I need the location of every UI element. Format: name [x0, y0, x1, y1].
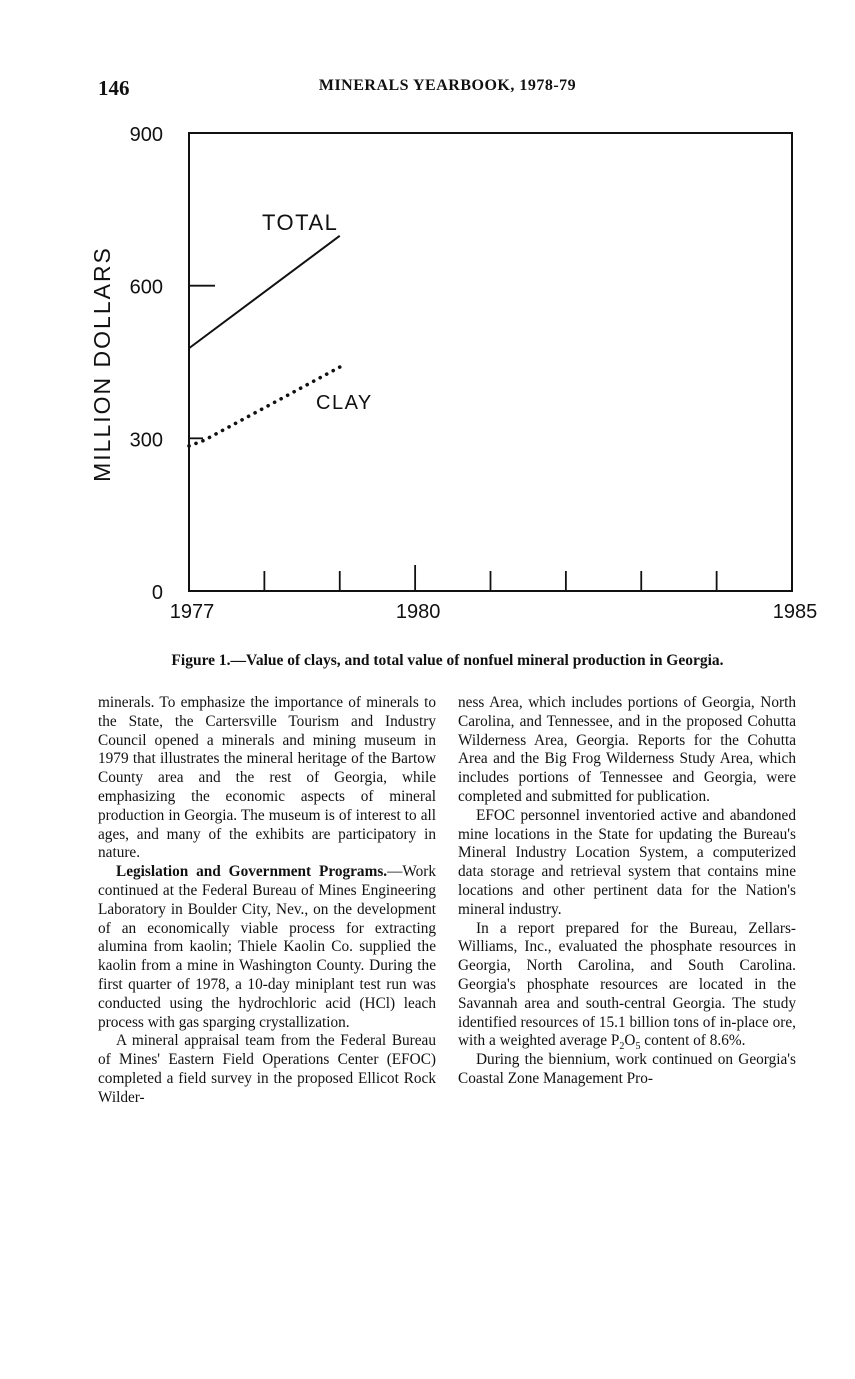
x-tick-label: 1985 [772, 601, 818, 623]
body-column-right [458, 694, 796, 1089]
run-in-heading: Legislation and Government Programs. [116, 863, 388, 881]
page-number: 146 [98, 76, 130, 100]
x-tick-label: 1977 [169, 601, 215, 623]
paragraph [98, 863, 436, 1032]
subscript: 5 [635, 1041, 641, 1053]
paragraph-text: O [624, 1032, 636, 1050]
series-label-clay: CLAY [316, 392, 373, 414]
paragraph: minerals. To emphasize the importance of minerals to the State, the Cartersville Tourism and Industry Council opened a minerals and mining museum in 1979 that illustrates the mineral heritage of the Bartow County area and the rest of Georgia, while emphasizing the economic aspects of mineral production in Georgia. The museum is of interest to all ages, and many of the exhibits are participatory in nature. [98, 694, 436, 862]
body-column-left [98, 694, 436, 1108]
paragraph: EFOC personnel inventoried active and abandoned mine locations in the State for updating the Bureau's Mineral Industry Location System, a computerized data storage and retrieval system that contains mine locations and other pertinent data for the Nation's mineral industry. [458, 806, 796, 918]
line-chart [0, 110, 855, 635]
paragraph: A mineral appraisal team from the Federal Bureau of Mines' Eastern Field Operations Center (EFOC) completed a field survey in the proposed Ellicot Rock Wilder- [98, 1032, 436, 1106]
y-tick-label: 900 [129, 124, 163, 146]
x-tick-label: 1980 [395, 601, 441, 623]
paragraph: ness Area, which includes portions of Georgia, North Carolina, and Tennessee, and in the proposed Cohutta Wilderness Area, Georgia. Reports for the Cohutta Area and the Big Frog Wilderness Study Area, which includes portions of Tennessee and Georgia, were completed and submitted for publication. [458, 694, 796, 805]
subscript: 2 [619, 1041, 625, 1053]
plot-frame [189, 133, 792, 591]
series-label-total: TOTAL [262, 210, 339, 235]
paragraph: During the biennium, work continued on Georgia's Coastal Zone Management Pro- [458, 1051, 796, 1087]
paragraph-text: In a report prepared for the Bureau, Zellars-Williams, Inc., evaluated the phosphate resources in Georgia, North Carolina, and South Carolina. Georgia's phosphate resources are located in the Savannah area and south-central Georgia. The study identified resources of 15.1 billion tons of in-place ore, with a weighted average P [458, 919, 796, 1050]
paragraph-text: content of 8.6%. [640, 1032, 746, 1050]
y-tick-label: 300 [129, 429, 163, 452]
y-tick-label: 600 [129, 276, 163, 299]
y-axis-label: MILLION DOLLARS [89, 246, 115, 482]
running-title: MINERALS YEARBOOK, 1978-79 [318, 77, 577, 94]
series-line-total [189, 236, 340, 348]
paragraph-text: —Work continued at the Federal Bureau of Mines Engineering Laboratory in Boulder City, Nev., on the development of an economically viable process for extracting alumina from kaolin; Thiele Kaolin Co. supplied the kaolin from a mine in Washington County. During the first quarter of 1978, a 10-day miniplant test run was conducted using the hydrochloric acid (HCl) leach process with gas sparging crystallization. [98, 863, 436, 1031]
paragraph [458, 920, 796, 1052]
figure-caption: Figure 1.—Value of clays, and total value of nonfuel mineral production in Georgia. [171, 652, 724, 669]
y-tick-label: 0 [151, 582, 163, 604]
